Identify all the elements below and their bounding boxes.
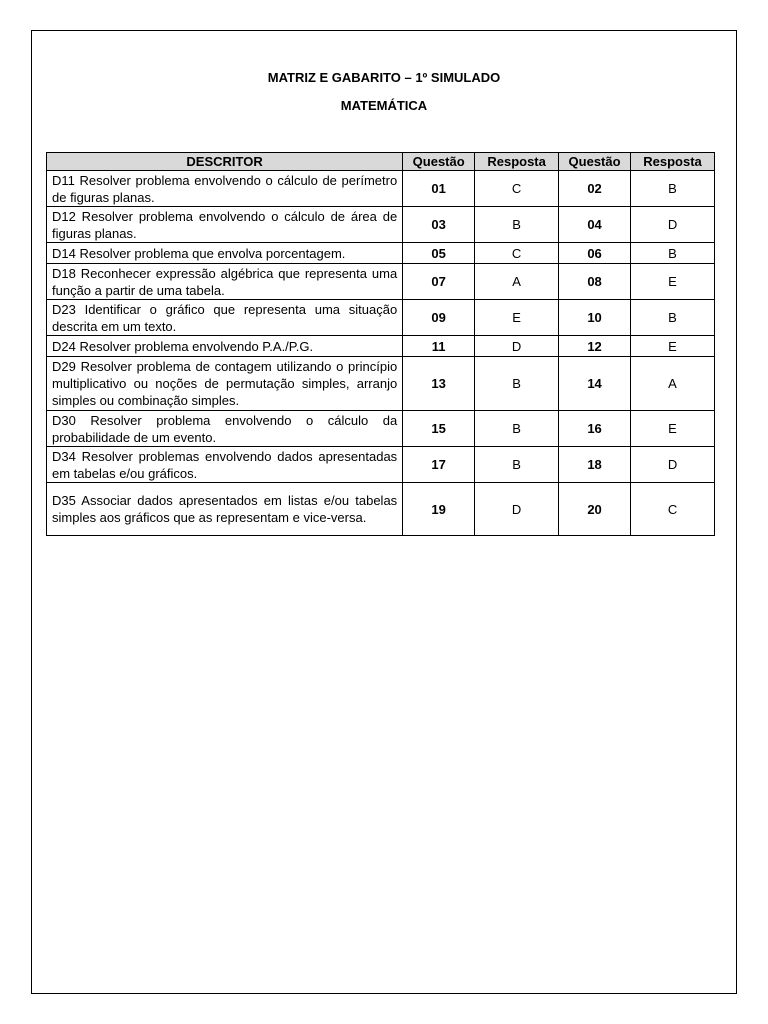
resposta-cell: C	[475, 171, 559, 207]
resposta-cell: A	[631, 357, 715, 411]
resposta-cell: D	[631, 447, 715, 483]
table-body	[47, 171, 715, 536]
questao-cell: 17	[403, 447, 475, 483]
questao-cell: 03	[403, 207, 475, 243]
descritor-cell: D30 Resolver problema envolvendo o cálculo da probabilidade de um evento.	[47, 411, 403, 447]
resposta-cell: D	[631, 207, 715, 243]
descritor-cell: D24 Resolver problema envolvendo P.A./P.G.	[47, 336, 403, 357]
questao-cell: 01	[403, 171, 475, 207]
answer-key-table	[46, 152, 715, 536]
questao-cell: 06	[559, 243, 631, 264]
resposta-cell: B	[475, 411, 559, 447]
resposta-cell: E	[631, 336, 715, 357]
table-row	[47, 336, 715, 357]
table-row	[47, 264, 715, 300]
table-row	[47, 447, 715, 483]
header-questao-1: Questão	[403, 153, 475, 171]
table-header-row	[47, 153, 715, 171]
resposta-cell: D	[475, 483, 559, 536]
descritor-cell: D11 Resolver problema envolvendo o cálculo de perímetro de figuras planas.	[47, 171, 403, 207]
header-resposta-1: Resposta	[475, 153, 559, 171]
questao-cell: 16	[559, 411, 631, 447]
header-resposta-2: Resposta	[631, 153, 715, 171]
table-row	[47, 411, 715, 447]
questao-cell: 20	[559, 483, 631, 536]
questao-cell: 11	[403, 336, 475, 357]
table-row	[47, 483, 715, 536]
descritor-cell: D12 Resolver problema envolvendo o cálculo de área de figuras planas.	[47, 207, 403, 243]
table-row	[47, 171, 715, 207]
resposta-cell: B	[475, 207, 559, 243]
questao-cell: 15	[403, 411, 475, 447]
questao-cell: 09	[403, 300, 475, 336]
descritor-cell: D34 Resolver problemas envolvendo dados apresentadas em tabelas e/ou gráficos.	[47, 447, 403, 483]
resposta-cell: E	[631, 411, 715, 447]
questao-cell: 04	[559, 207, 631, 243]
resposta-cell: B	[631, 300, 715, 336]
descritor-cell: D18 Reconhecer expressão algébrica que representa uma função a partir de uma tabela.	[47, 264, 403, 300]
resposta-cell: E	[475, 300, 559, 336]
resposta-cell: D	[475, 336, 559, 357]
questao-cell: 18	[559, 447, 631, 483]
table-row	[47, 207, 715, 243]
questao-cell: 07	[403, 264, 475, 300]
table-row	[47, 243, 715, 264]
descritor-cell: D14 Resolver problema que envolva porcentagem.	[47, 243, 403, 264]
questao-cell: 14	[559, 357, 631, 411]
table-row	[47, 357, 715, 411]
questao-cell: 02	[559, 171, 631, 207]
header-questao-2: Questão	[559, 153, 631, 171]
questao-cell: 10	[559, 300, 631, 336]
resposta-cell: B	[631, 171, 715, 207]
resposta-cell: C	[631, 483, 715, 536]
resposta-cell: B	[475, 357, 559, 411]
table-row	[47, 300, 715, 336]
resposta-cell: B	[475, 447, 559, 483]
document-title: MATRIZ E GABARITO – 1º SIMULADO	[267, 70, 501, 85]
resposta-cell: E	[631, 264, 715, 300]
questao-cell: 05	[403, 243, 475, 264]
resposta-cell: C	[475, 243, 559, 264]
document-subject: MATEMÁTICA	[340, 98, 428, 113]
questao-cell: 12	[559, 336, 631, 357]
questao-cell: 08	[559, 264, 631, 300]
questao-cell: 19	[403, 483, 475, 536]
resposta-cell: A	[475, 264, 559, 300]
header-descritor: DESCRITOR	[47, 153, 403, 171]
descritor-cell: D35 Associar dados apresentados em listas e/ou tabelas simples aos gráficos que as representam e vice-versa.	[47, 483, 403, 536]
descritor-cell: D23 Identificar o gráfico que representa uma situação descrita em um texto.	[47, 300, 403, 336]
questao-cell: 13	[403, 357, 475, 411]
descritor-cell: D29 Resolver problema de contagem utilizando o princípio multiplicativo ou noções de permutação simples, arranjo simples ou combinação simples.	[47, 357, 403, 411]
resposta-cell: B	[631, 243, 715, 264]
